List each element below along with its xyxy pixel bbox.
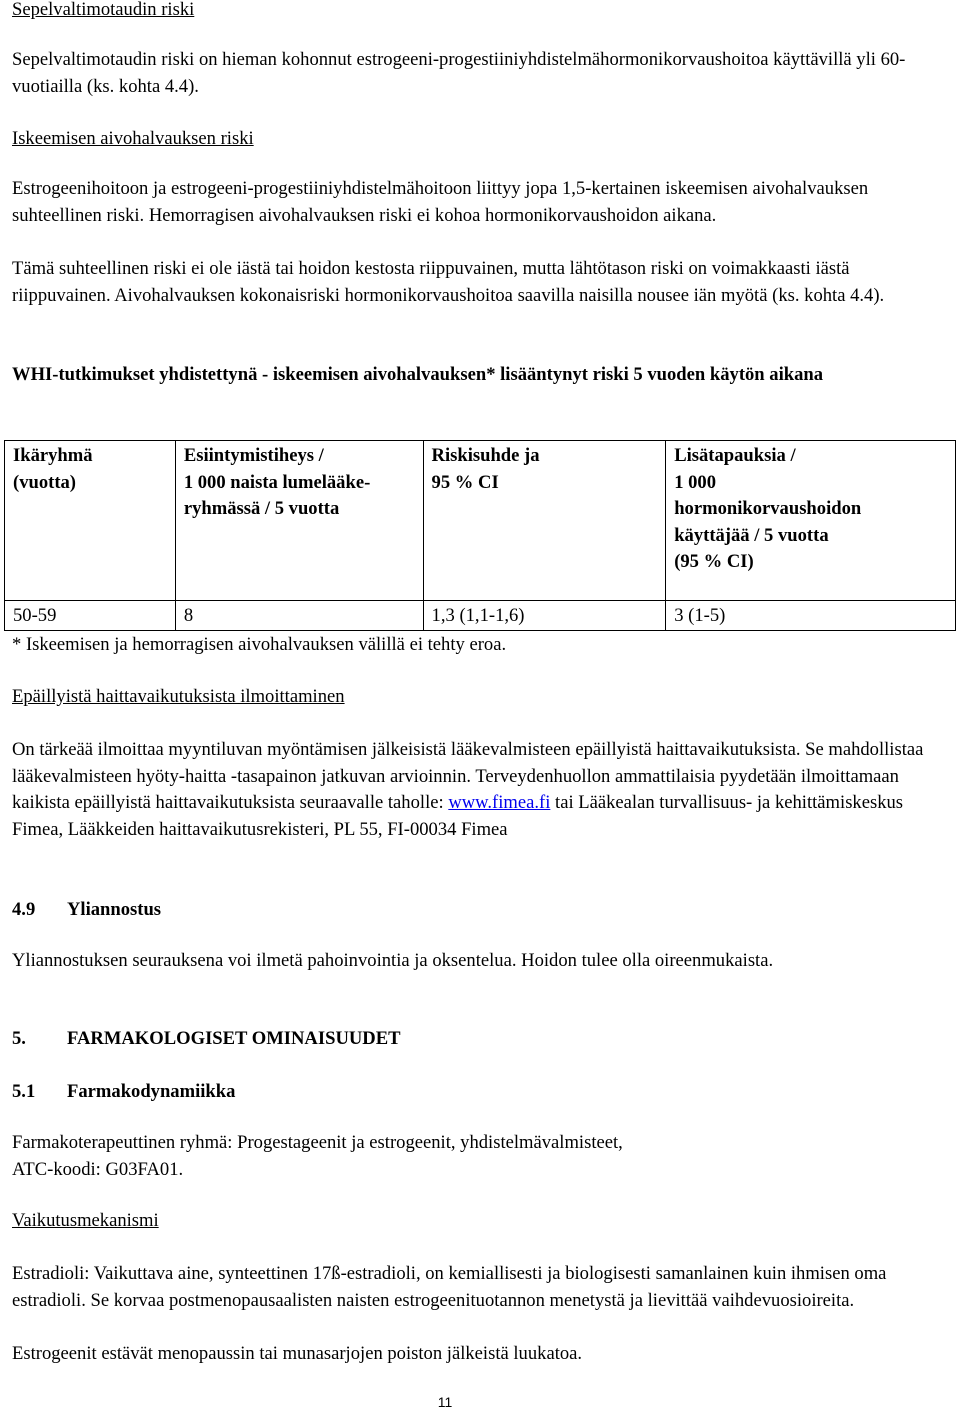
heading-mechanism: Vaikutusmekanismi	[12, 1210, 159, 1231]
heading-ischemic-stroke-risk: Iskeemisen aivohalvauksen riski	[12, 128, 254, 149]
table-header-row	[5, 441, 956, 601]
cell-risk-ratio: 1,3 (1,1-1,6)	[423, 601, 666, 631]
paragraph-mechanism-1: Estradioli: Vaikuttava aine, synteettinen 17ß-estradioli, on kemiallisesti ja biologisesti samanlainen kuin ihmisen oma estradioli. Se korvaa postmenopausaalisten naisten estrogeenituotannon menetystä ja lievittää vaihdevuosioireita.	[12, 1263, 887, 1311]
heading-coronary-risk: Sepelvaltimotaudin riski	[12, 0, 195, 20]
header-age-group: Ikäryhmä (vuotta)	[5, 441, 176, 601]
header-risk-ratio: Riskisuhde ja 95 % CI	[423, 441, 666, 601]
fimea-link[interactable]: www.fimea.fi	[448, 792, 551, 814]
paragraph-adverse-reporting: On tärkeää ilmoittaa myyntiluvan myöntämisen jälkeisistä lääkevalmisteen epäillyistä haittavaikutuksista. Se mahdollistaa lääkevalmisteen hyöty-haitta -tasapainon jatkuvan arvioinnin. Terveydenhuollon ammattilaisia pyydetään ilmoittamaan kaikista epäillyistä haittavaikutuksista seuraavalle taholle: www.fimea.fi tai Lääkealan turvallisuus- ja kehittämiskeskus Fimea, Lääkkeiden haittavaikutusrekisteri, PL 55, FI-00034 Fimea	[12, 739, 924, 840]
heading-pharmacodynamics: 5.1 Farmakodynamiikka	[12, 1081, 236, 1102]
paragraph-mechanism-2: Estrogeenit estävät menopaussin tai munasarjojen poiston jälkeistä luukatoa.	[12, 1343, 583, 1364]
table-footnote: * Iskeemisen ja hemorragisen aivohalvauksen välillä ei tehty eroa.	[12, 634, 507, 655]
heading-overdose: 4.9 Yliannostus	[12, 899, 162, 920]
cell-age: 50-59	[5, 601, 176, 631]
table-row	[5, 601, 956, 631]
paragraph-therapeutic-group: Farmakoterapeuttinen ryhmä: Progestageenit ja estrogeenit, yhdistelmävalmisteet, ATC-koodi: G03FA01.	[12, 1132, 623, 1180]
risk-table	[4, 440, 956, 631]
paragraph-overdose: Yliannostuksen seurauksena voi ilmetä pahoinvointia ja oksentelua. Hoidon tulee olla oireenmukaista.	[12, 950, 774, 971]
heading-pharmacological-properties: 5. FARMAKOLOGISET OMINAISUUDET	[12, 1028, 401, 1049]
paragraph-stroke-risk-1: Estrogeenihoitoon ja estrogeeni-progestiiniyhdistelmähoitoon liittyy jopa 1,5-kertainen iskeemisen aivohalvauksen suhteellinen riski. Hemorragisen aivohalvauksen riski ei kohoa hormonikorvaushoidon aikana.	[12, 178, 869, 226]
page-number: 11	[437, 1394, 453, 1410]
cell-additional-cases: 3 (1-5)	[666, 601, 956, 631]
heading-adverse-reporting: Epäillyistä haittavaikutuksista ilmoittaminen	[12, 686, 345, 707]
paragraph-coronary-risk: Sepelvaltimotaudin riski on hieman kohonnut estrogeeni-progestiiniyhdistelmähormonikorvaushoitoa käyttävillä yli 60-vuotiailla (ks. kohta 4.4).	[12, 49, 906, 97]
header-additional-cases: Lisätapauksia / 1 000 hormonikorvaushoidon käyttäjää / 5 vuotta (95 % CI)	[666, 441, 956, 601]
header-incidence: Esiintymistiheys / 1 000 naista lumelääke- ryhmässä / 5 vuotta	[175, 441, 423, 601]
paragraph-stroke-risk-2: Tämä suhteellinen riski ei ole iästä tai hoidon kestosta riippuvainen, mutta lähtötason riski on voimakkaasti iästä riippuvainen. Aivohalvauksen kokonaisriski hormonikorvaushoitoa saavilla naisilla nousee iän myötä (ks. kohta 4.4).	[12, 258, 885, 306]
table-title: WHI-tutkimukset yhdistettynä - iskeemisen aivohalvauksen* lisääntynyt riski 5 vuoden käytön aikana	[12, 364, 824, 385]
cell-incidence: 8	[175, 601, 423, 631]
